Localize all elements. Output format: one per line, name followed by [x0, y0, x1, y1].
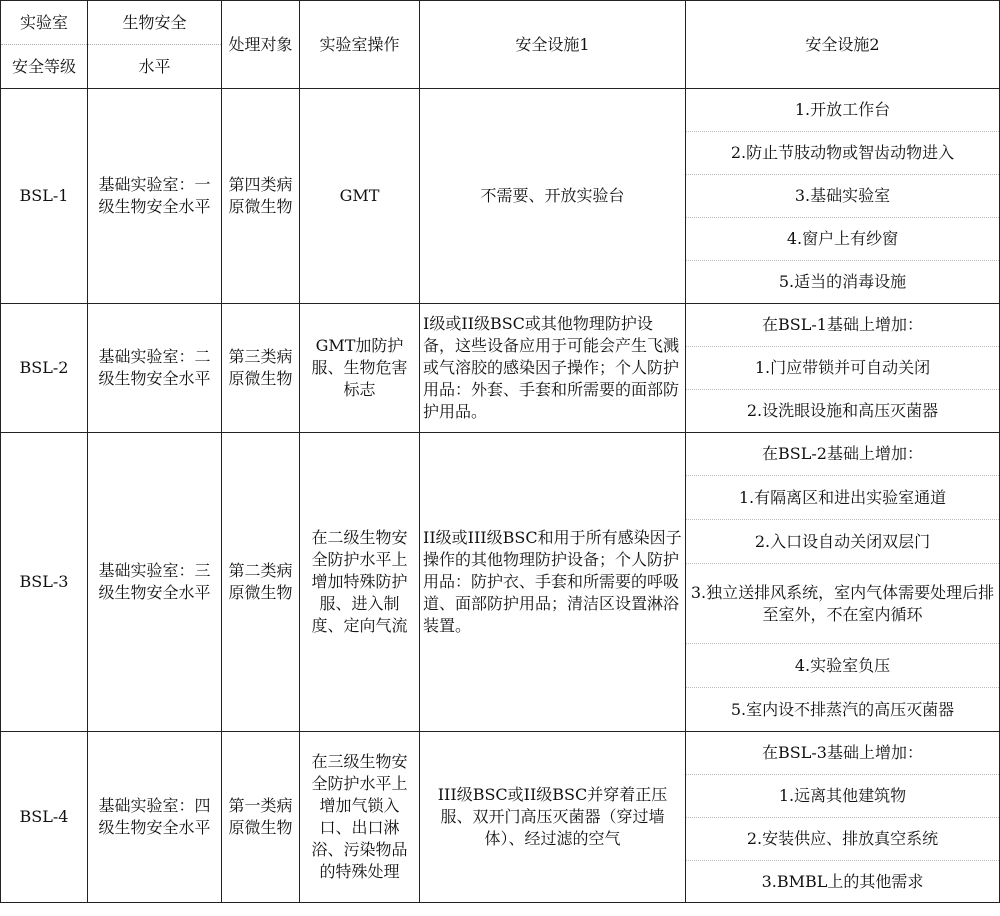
facility2-item: 2.入口设自动关闭双层门: [686, 520, 1000, 564]
facility2-item: 1.门应带锁并可自动关闭: [686, 347, 1000, 390]
object-cell: 第三类病原微生物: [222, 304, 300, 433]
facility2-item: 4.实验室负压: [686, 644, 1000, 688]
object-cell: 第二类病原微生物: [222, 433, 300, 732]
header-lab-sub: 安全等级: [1, 45, 88, 89]
facility2-item: 在BSL-2基础上增加：: [686, 433, 1000, 476]
bio-level-cell: 基础实验室：二级生物安全水平: [88, 304, 222, 433]
facility1-cell: I级或II级BSC或其他物理防护设备，这些设备应用于可能会产生飞溅或气溶胶的感染因子操作；个人防护用品：外套、手套和所需要的面部防护用品。: [420, 304, 686, 433]
facility2-item: 5.适当的消毒设施: [686, 261, 1000, 304]
level-cell: BSL-4: [1, 732, 88, 903]
facility2-item: 3.基础实验室: [686, 175, 1000, 218]
facility2-item: 1.开放工作台: [686, 89, 1000, 132]
facility2-item: 3.BMBL上的其他需求: [686, 861, 1000, 903]
facility1-cell: 不需要、开放实验台: [420, 89, 686, 304]
facility1-cell: III级BSC或II级BSC并穿着正压服、双开门高压灭菌器（穿过墙体）、经过滤的空气: [420, 732, 686, 903]
facility2-item: 在BSL-1基础上增加：: [686, 304, 1000, 347]
operation-cell: 在三级生物安全防护水平上增加气锁入口、出口淋浴、污染物品的特殊处理: [300, 732, 420, 903]
operation-cell: GMT加防护服、生物危害标志: [300, 304, 420, 433]
level-cell: BSL-1: [1, 89, 88, 304]
facility2-item: 1.有隔离区和进出实验室通道: [686, 476, 1000, 520]
header-facility2: 安全设施2: [686, 1, 1000, 89]
bio-level-cell: 基础实验室：四级生物安全水平: [88, 732, 222, 903]
operation-cell: 在二级生物安全防护水平上增加特殊防护服、进入制度、定向气流: [300, 433, 420, 732]
facility2-item: 2.设洗眼设施和高压灭菌器: [686, 390, 1000, 433]
level-cell: BSL-2: [1, 304, 88, 433]
facility2-item: 在BSL-3基础上增加：: [686, 732, 1000, 775]
object-cell: 第一类病原微生物: [222, 732, 300, 903]
facility2-item: 2.防止节肢动物或智齿动物进入: [686, 132, 1000, 175]
header-bio-level: 生物安全: [88, 1, 222, 45]
header-operation: 实验室操作: [300, 1, 420, 89]
level-cell: BSL-3: [1, 433, 88, 732]
header-facility1: 安全设施1: [420, 1, 686, 89]
bio-level-cell: 基础实验室：一级生物安全水平: [88, 89, 222, 304]
object-cell: 第四类病原微生物: [222, 89, 300, 304]
header-object: 处理对象: [222, 1, 300, 89]
facility2-item: 4.窗户上有纱窗: [686, 218, 1000, 261]
facility2-item: 3.独立送排风系统，室内气体需要处理后排至室外，不在室内循环: [686, 564, 1000, 644]
header-bio-level-sub: 水平: [88, 45, 222, 89]
facility2-item: 2.安装供应、排放真空系统: [686, 818, 1000, 861]
header-lab: 实验室: [1, 1, 88, 45]
facility1-cell: II级或III级BSC和用于所有感染因子操作的其他物理防护设备；个人防护用品：防护衣、手套和所需要的呼吸道、面部防护用品；清洁区设置淋浴装置。: [420, 433, 686, 732]
operation-cell: GMT: [300, 89, 420, 304]
bio-level-cell: 基础实验室：三级生物安全水平: [88, 433, 222, 732]
facility2-item: 5.室内设不排蒸汽的高压灭菌器: [686, 688, 1000, 732]
facility2-item: 1.远离其他建筑物: [686, 775, 1000, 818]
